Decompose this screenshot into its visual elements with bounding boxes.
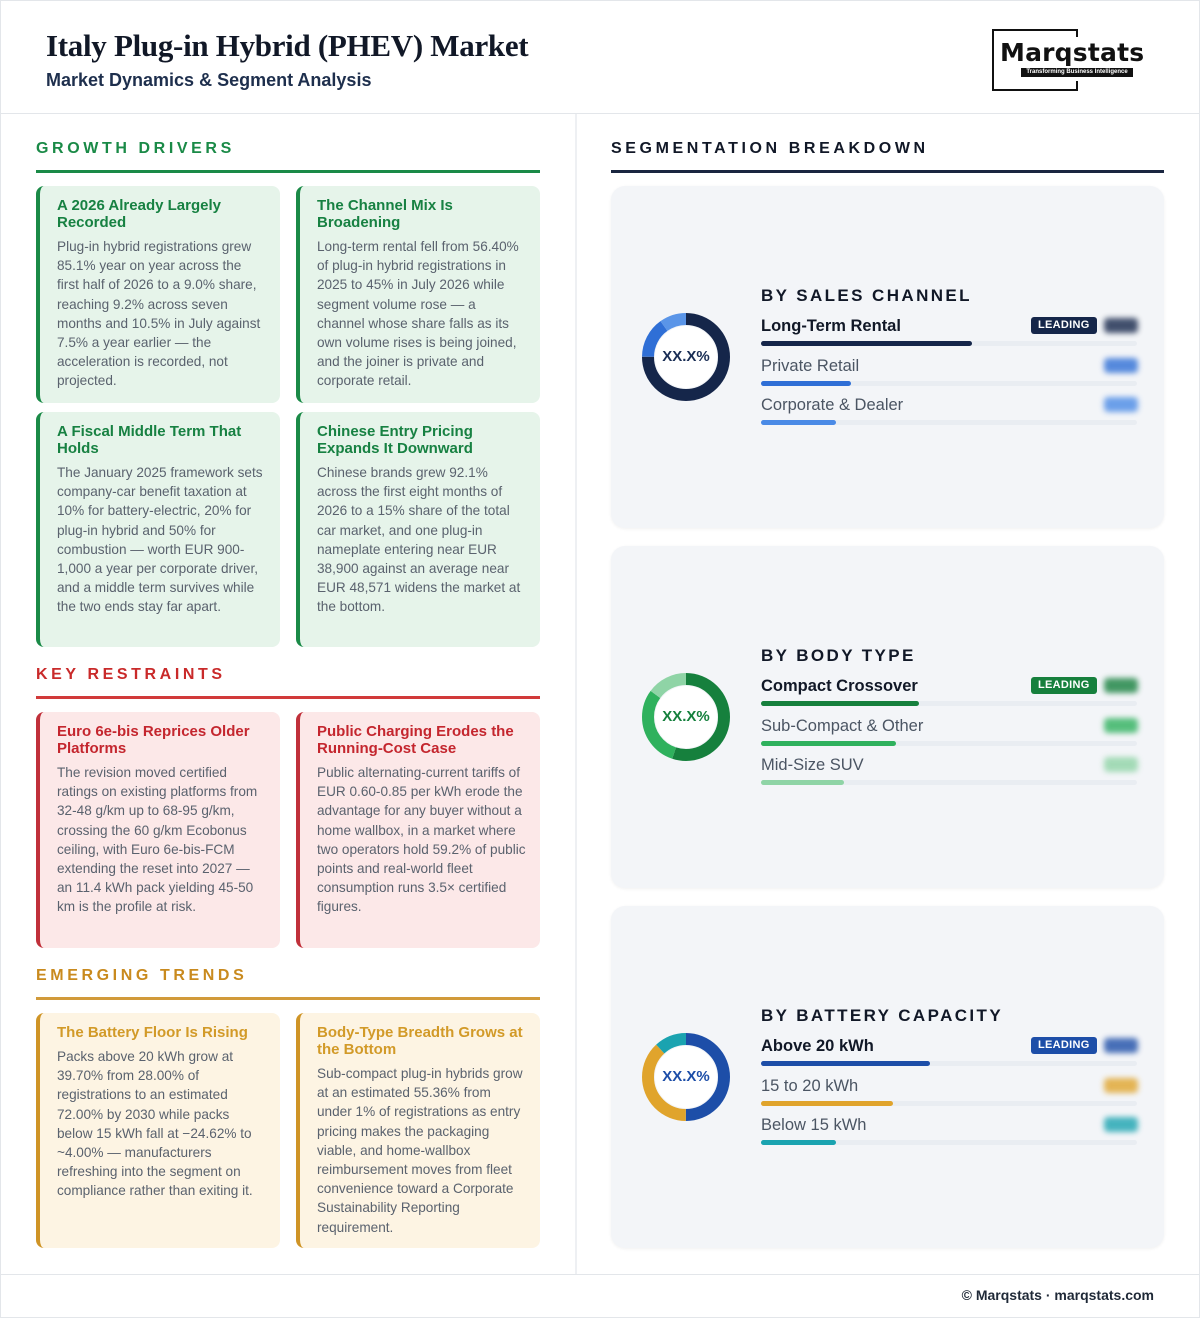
segment-row-label: Sub-Compact & Other (761, 717, 924, 735)
driver-card-body: Plug-in hybrid registrations grew 85.1% year on year across the first half of 2026 to a 9.0% share, reaching 9.2% across seven months and 10.5% in July against 7.5% a year earlier — the acceleration is recorded, not projected. (57, 239, 261, 389)
logo-tagline: Transforming Business Intelligence (1021, 68, 1133, 77)
segment-bar-fill (761, 1140, 836, 1145)
trend-card (36, 1013, 280, 1248)
trend-card-title: Body-Type Breadth Grows at the Bottom (317, 1024, 523, 1058)
segment-bar-track (761, 1101, 1137, 1106)
segment-row (761, 1116, 1139, 1150)
blurred-value (1104, 1117, 1138, 1132)
segment-row-label: 15 to 20 kWh (761, 1077, 859, 1095)
page-title: Italy Plug-in Hybrid (PHEV) Market (46, 28, 529, 63)
trend-card (296, 1013, 540, 1248)
segment-panel-body-type (611, 546, 1164, 888)
segment-row-label: Long-Term Rental (761, 317, 901, 335)
footer-credit: © Marqstats · marqstats.com (961, 1287, 1154, 1303)
segment-bar-fill (761, 381, 851, 386)
footer-divider (0, 1274, 1200, 1275)
donut-value-label: XX.X% (662, 708, 710, 725)
restraint-card (36, 712, 280, 948)
page-subtitle: Market Dynamics & Segment Analysis (46, 70, 372, 90)
segment-bar-fill (761, 1061, 930, 1066)
segment-row (761, 717, 1139, 751)
segment-bar-fill (761, 741, 896, 746)
driver-card-title: A Fiscal Middle Term That Holds (57, 423, 242, 457)
segment-bar-track (761, 741, 1137, 746)
segment-bar-fill (761, 701, 919, 706)
segment-row-label: Below 15 kWh (761, 1116, 867, 1134)
driver-card (296, 412, 540, 647)
blurred-value (1104, 397, 1138, 412)
segment-bar-track (761, 420, 1137, 425)
driver-card (36, 186, 280, 403)
driver-card-body: Long-term rental fell from 56.40% of plug-in hybrid registrations in 2025 to 45% in July 2026 while segment volume rose — a channel whose share falls as its own volume rises is being joined, and the joiner is private and corporate retail. (317, 239, 519, 389)
restraint-card-title: Public Charging Erodes the Running-Cost Case (317, 723, 514, 757)
segment-row (761, 357, 1139, 391)
segment-row-label: Compact Crossover (761, 677, 918, 695)
restraint-card-body: The revision moved certified ratings on existing platforms from 32-48 g/km up to 68-95 g/km, crossing the 60 g/km Ecobonus ceiling, with Euro 6e-bis-FCM extending the reset into 2027 — an 11.4 kWh pack yielding 45-50 km is the profile at risk. (57, 765, 258, 915)
segment-row (761, 677, 1139, 711)
segment-row-label: Above 20 kWh (761, 1037, 874, 1055)
leading-badge: LEADING (1031, 317, 1097, 334)
blurred-value (1104, 1078, 1138, 1093)
segment-panel-sales-channel (611, 186, 1164, 528)
growth-drivers-heading: GROWTH DRIVERS (36, 140, 540, 173)
segment-row (761, 1077, 1139, 1111)
driver-card-title: A 2026 Already Largely Recorded (57, 197, 221, 231)
driver-card-body: The January 2025 framework sets company-car benefit taxation at 10% for battery-electric, 20% for plug-in hybrid and 50% for combustion — worth EUR 900-1,000 a year per corporate driver, and a middle term survives while the two ends stay far apart. (57, 465, 263, 615)
leading-badge: LEADING (1031, 677, 1097, 694)
blurred-value (1104, 318, 1138, 333)
segment-bar-track (761, 701, 1137, 706)
driver-card (36, 412, 280, 647)
blurred-value (1104, 718, 1138, 733)
leading-badge: LEADING (1031, 1037, 1097, 1054)
driver-card-title: Chinese Entry Pricing Expands It Downward (317, 423, 473, 457)
segment-row (761, 396, 1139, 430)
restraint-card (296, 712, 540, 948)
column-divider (575, 114, 577, 1274)
blurred-value (1104, 678, 1138, 693)
segment-donut (639, 310, 733, 404)
segment-row (761, 1037, 1139, 1071)
segment-panel-battery-capacity (611, 906, 1164, 1248)
trend-card-body: Packs above 20 kWh grow at 39.70% from 28.00% of registrations to an estimated 72.00% by 2030 while packs below 15 kWh fall at −24.62% to ~4.00% — manufacturers refreshing into the segment on compliance rather than exiting it. (57, 1049, 253, 1199)
segment-row (761, 756, 1139, 790)
segment-bar-fill (761, 341, 972, 346)
emerging-trends-heading: EMERGING TRENDS (36, 967, 540, 1000)
segment-row-label: Mid-Size SUV (761, 756, 864, 774)
segment-row (761, 317, 1139, 351)
trend-card-title: The Battery Floor Is Rising (57, 1024, 248, 1041)
segment-bar-track (761, 381, 1137, 386)
segment-donut (639, 1030, 733, 1124)
segment-row-label: Corporate & Dealer (761, 396, 904, 414)
driver-card-body: Chinese brands grew 92.1% across the first eight months of 2026 to a 15% share of the total car market, and one plug-in nameplate entering near EUR 38,900 against an average near EUR 48,571 widens the market at the bottom. (317, 465, 521, 615)
segment-bar-track (761, 1140, 1137, 1145)
restraint-card-title: Euro 6e-bis Reprices Older Platforms (57, 723, 250, 757)
segment-bar-fill (761, 420, 836, 425)
blurred-value (1104, 1038, 1138, 1053)
donut-value-label: XX.X% (662, 1068, 710, 1085)
driver-card-title: The Channel Mix Is Broadening (317, 197, 453, 231)
segment-donut (639, 670, 733, 764)
segment-panel-heading: BY BATTERY CAPACITY (761, 1006, 1004, 1025)
page-header (0, 0, 1200, 114)
segment-bar-track (761, 1061, 1137, 1066)
segment-panel-heading: BY SALES CHANNEL (761, 286, 972, 305)
blurred-value (1104, 358, 1138, 373)
logo-word: Marqstats (1000, 38, 1145, 67)
segment-row-label: Private Retail (761, 357, 860, 375)
restraint-card-body: Public alternating-current tariffs of EUR 0.60-0.85 per kWh erode the advantage for any buyer without a home wallbox, in a market where two operators hold 59.2% of public points and real-world fleet consumption runs 3.5× certified figures. (317, 765, 526, 915)
trend-card-body: Sub-compact plug-in hybrids grow at an estimated 55.36% from under 1% of registrations as entry pricing makes the packaging viable, and home-wallbox reimbursement moves from fleet convenience toward a Corporate Sustainability Reporting requirement. (317, 1066, 523, 1235)
segmentation-heading: SEGMENTATION BREAKDOWN (611, 140, 1164, 173)
blurred-value (1104, 757, 1138, 772)
donut-value-label: XX.X% (662, 348, 710, 365)
segment-bar-track (761, 341, 1137, 346)
key-restraints-heading: KEY RESTRAINTS (36, 666, 540, 699)
segment-panel-heading: BY BODY TYPE (761, 646, 916, 665)
segment-bar-fill (761, 780, 844, 785)
segment-bar-fill (761, 1101, 893, 1106)
segment-bar-track (761, 780, 1137, 785)
marqstats-logo (992, 29, 1152, 91)
driver-card (296, 186, 540, 403)
